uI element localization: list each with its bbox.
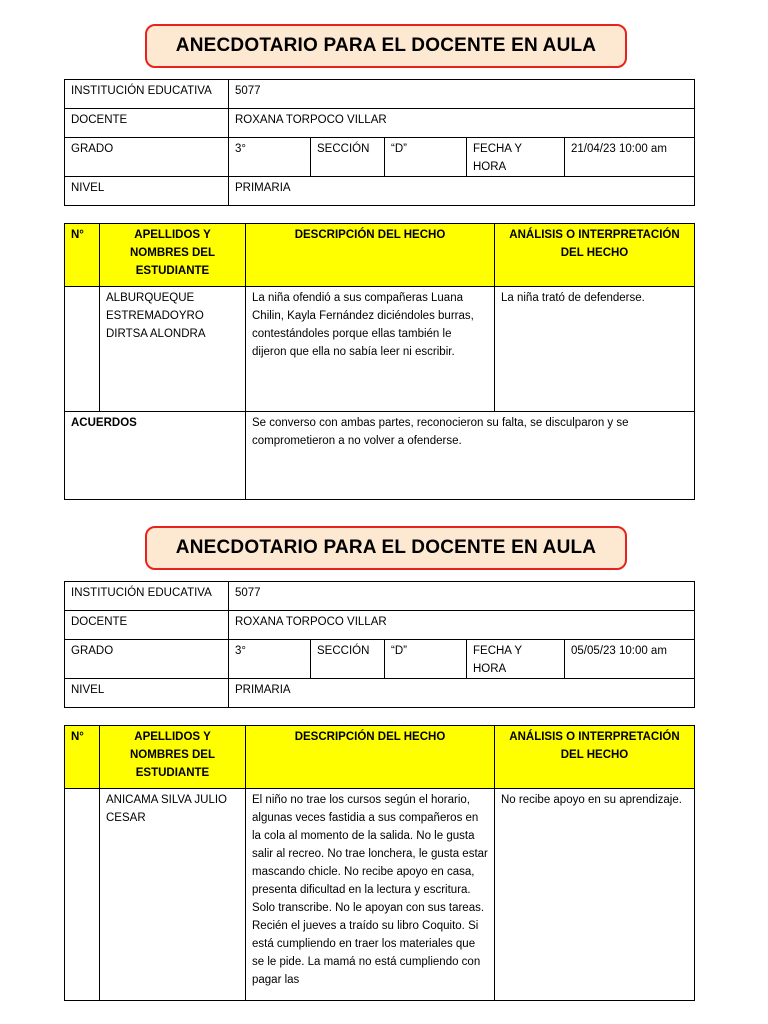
row-analisis: La niña trató de defenderse.	[495, 287, 695, 412]
table-header-row	[65, 224, 695, 287]
acuerdos-label: ACUERDOS	[65, 412, 246, 500]
section-2-title: ANECDOTARIO PARA EL DOCENTE EN AULA	[145, 526, 627, 570]
institucion-label: INSTITUCIÓN EDUCATIVA	[65, 80, 229, 109]
row-num	[65, 789, 100, 1001]
docente-label: DOCENTE	[65, 611, 229, 640]
institucion-value: 5077	[229, 80, 695, 109]
grado-label: GRADO	[65, 640, 229, 679]
info-row-institucion	[65, 582, 695, 611]
nivel-value: PRIMARIA	[229, 177, 695, 206]
info-row-grado	[65, 640, 695, 679]
row-num	[65, 287, 100, 412]
header-num: N°	[65, 224, 100, 287]
info-row-nivel	[65, 177, 695, 206]
section-1-anecdote-table	[64, 223, 695, 500]
header-descripcion: DESCRIPCIÓN DEL HECHO	[246, 726, 495, 789]
header-analisis: ANÁLISIS O INTERPRETACIÓN DEL HECHO	[495, 224, 695, 287]
grado-value: 3°	[229, 640, 311, 679]
seccion-value: “D”	[385, 640, 467, 679]
grado-label: GRADO	[65, 138, 229, 177]
fecha-value: 05/05/23 10:00 am	[565, 640, 695, 679]
row-descripcion: El niño no trae los cursos según el horario, algunas veces fastidia a sus compañeros en la cola al momento de la salida. No le gusta salir al recreo. No trae lonchera, le gusta estar mascando chicle. No recibe apoyo en casa, presenta dificultad en la lectura y escritura. Solo transcribe. No le apoyan con sus tareas. Recién el jueves a traído su libro Coquito. Si está cumpliendo en traer los materiales que se le pide. La mamá no está cumpliendo con pagar las	[246, 789, 495, 1001]
seccion-label: SECCIÓN	[311, 138, 385, 177]
row-analisis: No recibe apoyo en su aprendizaje.	[495, 789, 695, 1001]
header-nombres: APELLIDOS Y NOMBRES DEL ESTUDIANTE	[100, 224, 246, 287]
institucion-value: 5077	[229, 582, 695, 611]
section-2-anecdote-table	[64, 725, 695, 1001]
row-nombres: ANICAMA SILVA JULIO CESAR	[100, 789, 246, 1001]
table-header-row	[65, 726, 695, 789]
section-1-info-table	[64, 79, 695, 206]
info-row-docente	[65, 611, 695, 640]
fecha-value: 21/04/23 10:00 am	[565, 138, 695, 177]
seccion-label: SECCIÓN	[311, 640, 385, 679]
fecha-label: FECHA Y HORA	[467, 138, 565, 177]
info-row-nivel	[65, 679, 695, 708]
table-row	[65, 287, 695, 412]
nivel-label: NIVEL	[65, 177, 229, 206]
section-2-info-table	[64, 581, 695, 708]
row-nombres: ALBURQUEQUE ESTREMADOYRO DIRTSA ALONDRA	[100, 287, 246, 412]
docente-value: ROXANA TORPOCO VILLAR	[229, 109, 695, 138]
section-1-title: ANECDOTARIO PARA EL DOCENTE EN AULA	[145, 24, 627, 68]
acuerdos-value: Se converso con ambas partes, reconocieron su falta, se disculparon y se comprometieron a no volver a ofenderse.	[246, 412, 695, 500]
institucion-label: INSTITUCIÓN EDUCATIVA	[65, 582, 229, 611]
info-row-grado	[65, 138, 695, 177]
acuerdos-row	[65, 412, 695, 500]
nivel-value: PRIMARIA	[229, 679, 695, 708]
fecha-label: FECHA Y HORA	[467, 640, 565, 679]
grado-value: 3°	[229, 138, 311, 177]
header-num: N°	[65, 726, 100, 789]
docente-value: ROXANA TORPOCO VILLAR	[229, 611, 695, 640]
header-nombres: APELLIDOS Y NOMBRES DEL ESTUDIANTE	[100, 726, 246, 789]
seccion-value: “D”	[385, 138, 467, 177]
info-row-docente	[65, 109, 695, 138]
docente-label: DOCENTE	[65, 109, 229, 138]
header-descripcion: DESCRIPCIÓN DEL HECHO	[246, 224, 495, 287]
header-analisis: ANÁLISIS O INTERPRETACIÓN DEL HECHO	[495, 726, 695, 789]
row-descripcion: La niña ofendió a sus compañeras Luana Chilin, Kayla Fernández diciéndoles burras, contestándoles porque ellas también le dijeron que ella no sabía leer ni escribir.	[246, 287, 495, 412]
table-row	[65, 789, 695, 1001]
nivel-label: NIVEL	[65, 679, 229, 708]
info-row-institucion	[65, 80, 695, 109]
